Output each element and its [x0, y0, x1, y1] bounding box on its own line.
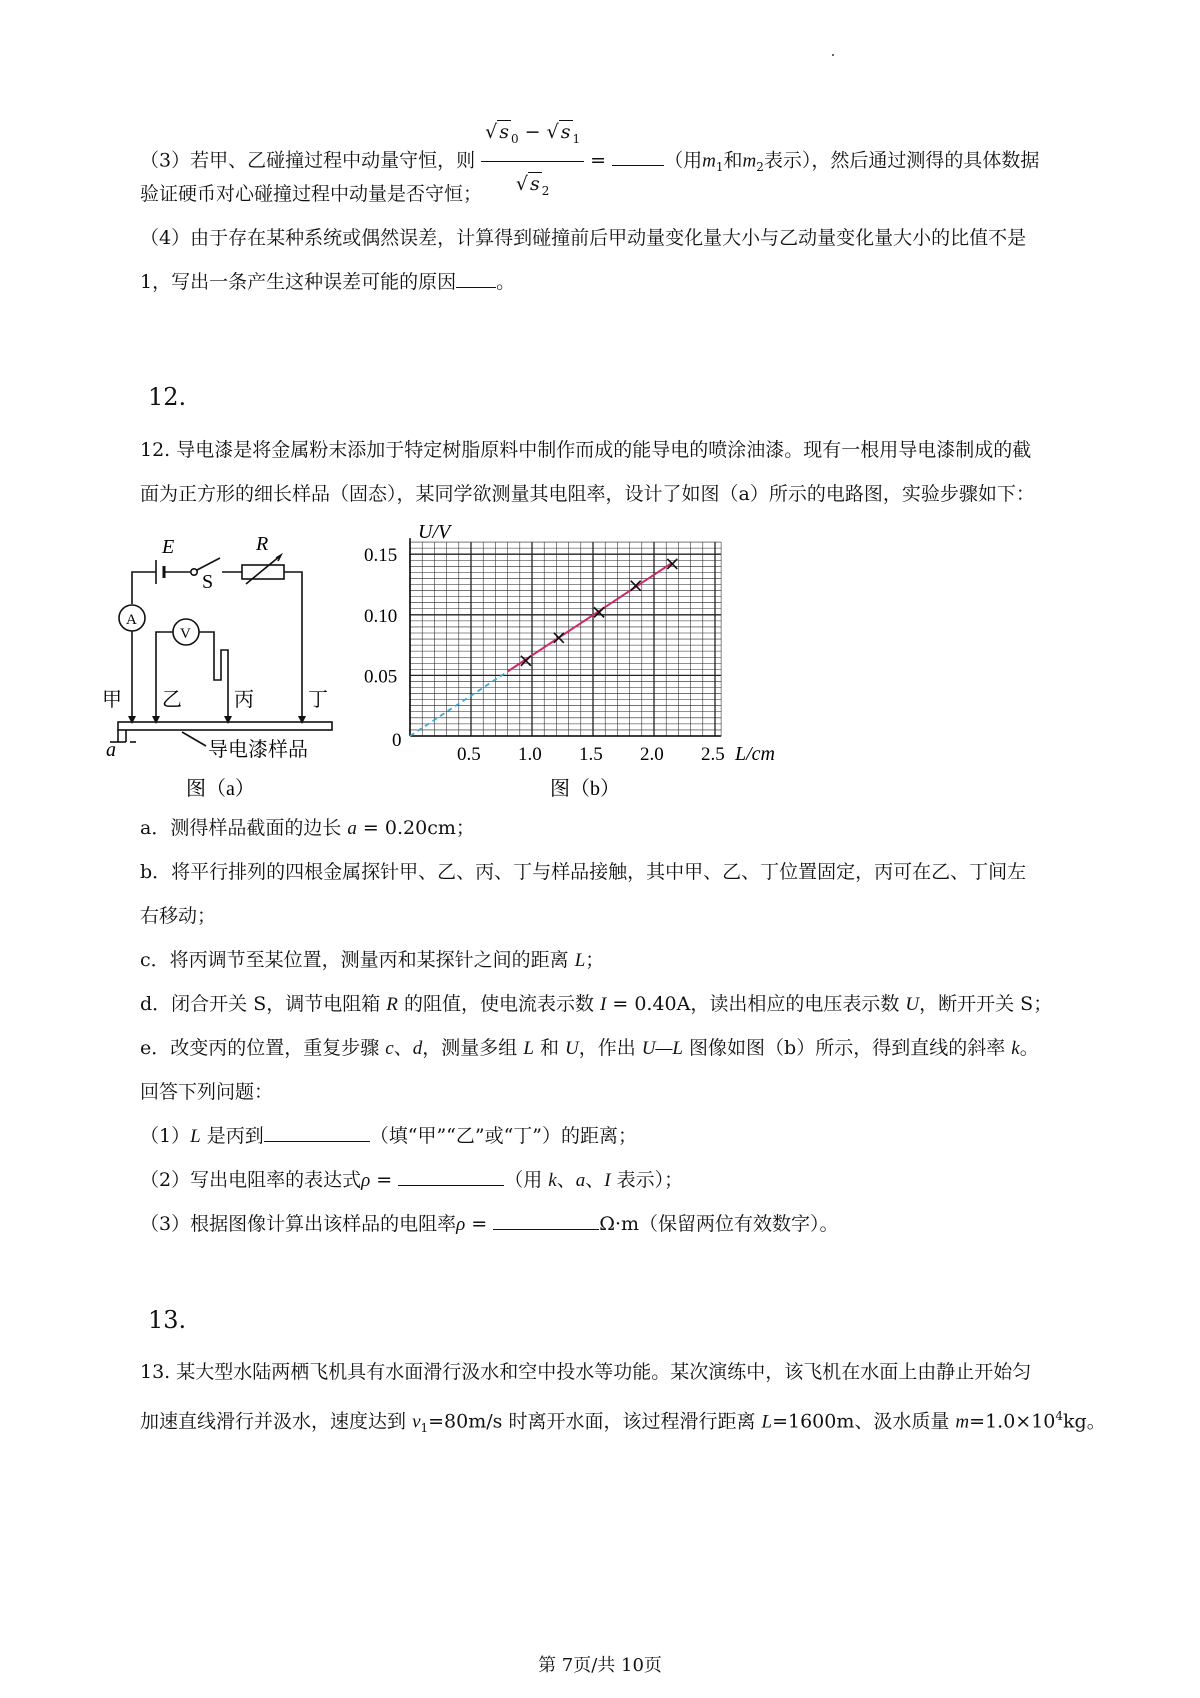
figure-b-chart: [360, 520, 800, 810]
x-tick-label: 1.0: [518, 744, 542, 765]
q11-part3-line2: 验证硬币对心碰撞过程中动量是否守恒；: [140, 183, 483, 205]
q11-part4-line1: （4）由于存在某种系统或偶然误差，计算得到碰撞前后甲动量变化量大小与乙动量变化量大小的比值不是: [140, 227, 1027, 249]
data-point-2: [554, 633, 564, 643]
step-a: a．测得样品截面的边长 a = 0.20cm；: [140, 817, 475, 839]
probe-ding: 丁: [308, 689, 328, 711]
answer-blank[interactable]: [398, 1167, 504, 1186]
label-a: a: [106, 739, 116, 761]
q12-intro-line2: 面为正方形的细长样品（固态），某同学欲测量其电阻率，设计了如图（a）所示的电路图，实验步骤如下：: [140, 483, 1035, 505]
scan-dot: [832, 54, 834, 56]
answer-prompt: 回答下列问题：: [140, 1081, 274, 1103]
figure-b-caption: 图（b）: [550, 778, 620, 800]
figure-a-caption: 图（a）: [186, 778, 255, 800]
probe-jia: 甲: [102, 689, 122, 711]
question-number-13: 13.: [148, 1306, 187, 1334]
y-tick-label: 0.15: [364, 545, 398, 567]
q12-sub3: （3）根据图像计算出该样品的电阻率ρ = Ω·m（保留两位有效数字）。: [140, 1213, 839, 1235]
probe-yi: 乙: [162, 689, 182, 711]
q11-part3-line1: （3）若甲、乙碰撞过程中动量守恒，则 $\frac{√ s _0 - √ s _1}{√ s _2}$ = （用$m_1$和$m_2$表示），然后通过测得的具体数据: [140, 112, 1039, 211]
step-d: d．闭合开关 S，调节电阻箱 R 的阻值，使电流表示数 I = 0.40A，读出相应的电压表示数 U，断开开关 S；: [140, 993, 1053, 1015]
q12-sub1: （1）L 是丙到 （填“甲”“乙”或“丁”）的距离；: [140, 1125, 638, 1147]
x-tick-label: 2.5: [701, 744, 725, 765]
answer-blank[interactable]: [456, 269, 496, 288]
answer-blank[interactable]: [493, 1211, 599, 1230]
q13-line2: 加速直线滑行并汲水，速度达到 $v_1=80m/s$ 时离开水面，该过程滑行距离 L=1600m、汲水质量 $m=1.0\times 10^4kg$。: [140, 1409, 1106, 1436]
step-b-line1: b．将平行排列的四根金属探针甲、乙、丙、丁与样品接触，其中甲、乙、丁位置固定，丙可在乙、丁间左: [140, 861, 1027, 883]
step-e: e．改变丙的位置，重复步骤 c、d，测量多组 L 和 U，作出 U—L 图像如图（b）所示，得到直线的斜率 k。: [140, 1037, 1039, 1059]
y-axis-label: U/V: [418, 521, 451, 544]
fraction: $\frac{√ s _0 - √ s _1}{√ s _2}$: [481, 112, 584, 211]
y-tick-label: 0.05: [364, 666, 398, 688]
figure-a-circuit: [96, 520, 346, 810]
x-tick-label: 0.5: [457, 744, 481, 765]
label-V: V: [180, 626, 191, 642]
question-number-12: 12.: [148, 383, 187, 411]
label-R: R: [256, 533, 269, 555]
q11-part4-line2: 1，写出一条产生这种误差可能的原因 。: [140, 271, 516, 293]
q13-line1: 13. 某大型水陆两栖飞机具有水面滑行汲水和空中投水等功能。某次演练中，该飞机在水面上由静止开始匀: [140, 1361, 1032, 1383]
answer-blank[interactable]: [264, 1123, 370, 1142]
label-S: S: [202, 571, 214, 593]
label-E: E: [162, 536, 175, 558]
sample-label: 导电漆样品: [208, 739, 308, 761]
origin-label: 0: [392, 730, 402, 751]
page-footer: 第 7页/共 10页: [538, 1655, 662, 1676]
probe-bing: 丙: [234, 689, 254, 711]
y-tick-label: 0.10: [364, 605, 398, 627]
step-b-line2: 右移动；: [140, 905, 217, 927]
answer-blank[interactable]: [612, 147, 664, 166]
step-c: c．将丙调节至某位置，测量丙和某探针之间的距离 L；: [140, 949, 605, 971]
label-A: A: [126, 612, 137, 628]
x-axis-label: L/cm: [735, 743, 775, 765]
q12-intro-line1: 12. 导电漆是将金属粉末添加于特定树脂原料中制作而成的能导电的喷涂油漆。现有一根用导电漆制成的截: [140, 439, 1032, 461]
x-tick-label: 2.0: [640, 744, 664, 765]
q12-sub2: （2）写出电阻率的表达式ρ = （用 k、a、I 表示）；: [140, 1169, 684, 1191]
x-tick-label: 1.5: [579, 744, 603, 765]
